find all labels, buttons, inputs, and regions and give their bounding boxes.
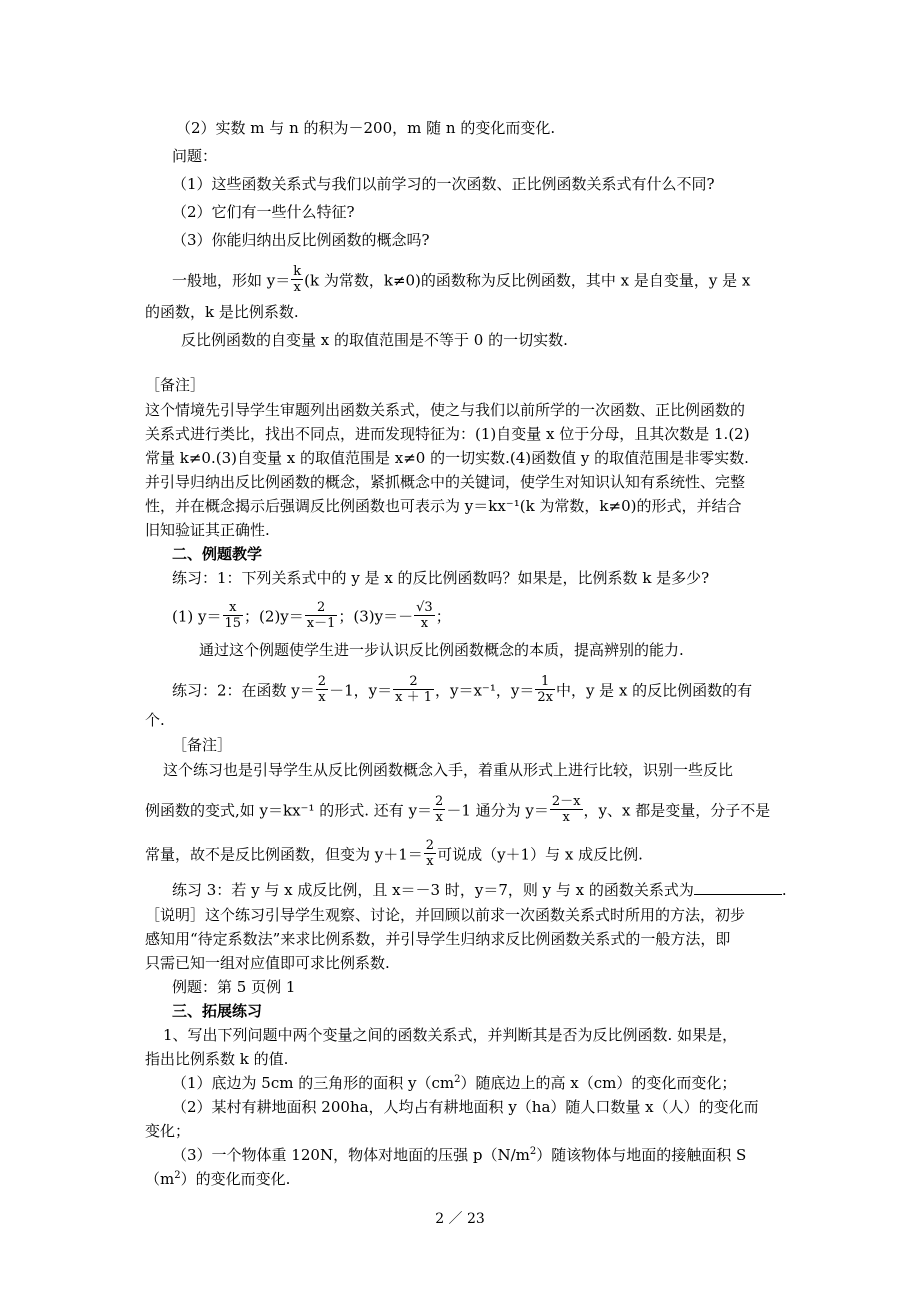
fraction [414,600,435,631]
text-run: 练习 3：若 y 与 x 成反比例，且 x＝－3 时，y＝7，则 y 与 x 的函数关系式为 [172,881,694,899]
text-run: ，y、x 都是变量，分子不是 [583,801,771,820]
text-run: 常量，故不是反比例函数，但变为 y＋1＝ [145,845,423,864]
fraction-denominator: x－1 [306,616,336,631]
text-run: 中，y 是 x 的反比例函数的有 [555,681,753,700]
fraction-numerator: √3 [416,600,433,615]
text-line: （1）这些函数关系式与我们以前学习的一次函数、正比例函数关系式有什么不同? [172,175,715,193]
fraction [316,674,328,705]
text-line: 变化； [145,1122,191,1140]
text-run: ；(3)y＝－ [338,607,414,626]
fraction-denominator: x [426,854,434,869]
text-line: 这个情境先引导学生审题列出函数关系式，使之与我们以前所学的一次函数、正比例函数的 [145,401,746,419]
text-run: 练习：2：在函数 y＝ [172,681,315,700]
fraction-denominator: 2x [537,690,553,705]
text-line [172,1145,746,1165]
text-line: 旧知验证其正确性. [145,521,270,539]
text-run: －1 通分为 y＝ [446,801,549,820]
text-line: 例题：第 5 页例 1 [172,978,296,996]
exercise-line [172,880,787,900]
fraction-denominator: x [293,280,301,295]
text-line: （3）你能归纳出反比例函数的概念吗? [172,231,430,249]
formula-line [145,796,770,827]
text-run: ）的变化而变化. [180,1170,291,1188]
text-line: 反比例函数的自变量 x 的取值范围是不等于 0 的一切实数. [181,331,568,349]
text-run: (1) y＝ [172,607,222,626]
page-number: 2 ／ 23 [435,1211,485,1227]
fraction-numerator: 2 [393,674,434,690]
text-line: 问题： [172,147,218,165]
text-run: 可说成（y＋1）与 x 成反比例. [437,845,643,864]
fraction-numerator: k [293,264,302,279]
superscript: 2 [174,1170,181,1181]
text-run: 一般地，形如 y＝ [172,271,291,290]
text-line [172,1073,736,1093]
fraction-numerator: 1 [535,674,555,690]
text-line: 并引导归纳出反比例函数的概念，紧抓概念中的关键词，使学生对知识认知有系统性、完整 [145,473,746,491]
text-line: 这个练习也是引导学生从反比例函数概念入手，着重从形式上进行比较，识别一些反比 [163,761,734,779]
fraction [291,264,303,295]
section-heading: 二、例题教学 [172,545,263,563]
text-run: ）随底边上的高 x（cm）的变化而变化； [460,1074,737,1092]
text-line [145,1169,290,1189]
fraction [535,674,555,705]
section-heading: 三、拓展练习 [172,1002,263,1020]
text-line: 通过这个例题使学生进一步认识反比例函数概念的本质，提高辨别的能力. [199,641,684,659]
fraction [424,838,436,869]
fraction-numerator: 2 [425,838,435,853]
fraction-denominator: x [435,810,443,825]
text-line: 1、写出下列问题中两个变量之间的函数关系式，并判断其是否为反比例函数. 如果是， [163,1026,738,1044]
text-run: ；(2)y＝ [244,607,304,626]
formula-line [145,840,643,871]
fraction-numerator: 2 [317,674,327,689]
text-line: ［说明］这个练习引导学生观察、讨论，并回顾以前求一次函数关系式时所用的方法，初步 [145,906,746,924]
definition-line [172,266,750,297]
fraction [433,794,445,825]
text-run: －1，y＝ [329,681,393,700]
formula-line [172,676,752,707]
superscript: 2 [454,1074,461,1085]
text-line: 感知用“待定系数法”来求比例系数，并引导学生归纳求反比例函数关系式的一般方法，即 [145,930,731,948]
fraction-denominator: 15 [224,616,242,631]
text-line: 关系式进行类比，找出不同点，进而发现特征为：(1)自变量 x 位于分母，且其次数是 1.(2) [145,425,750,443]
answer-blank [694,880,782,895]
fraction-numerator: 2 [435,794,444,809]
text-line: 常量 k≠0.(3)自变量 x 的取值范围是 x≠0 的一切实数.(4)函数值 y 的取值范围是非零实数. [145,449,749,467]
text-run: 例函数的变式,如 y＝kx⁻¹ 的形式. 还有 y＝ [145,801,433,820]
text-line: 练习：1：下列关系式中的 y 是 x 的反比例函数吗？如果是，比例系数 k 是多少? [172,569,710,587]
fraction-numerator: x [223,600,244,616]
text-run: （1）底边为 5cm 的三角形的面积 y（cm [172,1074,455,1092]
text-run: （3）一个物体重 120N，物体对地面的压强 p（N/m [172,1146,530,1164]
text-line: 个. [145,711,165,729]
fraction-denominator: x ＋ 1 [395,690,432,705]
text-run: (k 为常数，k≠0)的函数称为反比例函数，其中 x 是自变量，y 是 x [304,271,751,290]
superscript: 2 [529,1146,537,1157]
text-line: （2）某村有耕地面积 200ha，人均占有耕地面积 y（ha）随人口数量 x（人）的变化而 [172,1098,759,1116]
fraction [223,600,244,631]
fraction [550,794,583,825]
formula-line [172,602,451,633]
fraction-denominator: x [562,810,570,825]
fraction [393,674,434,705]
text-run: ，y＝x⁻¹，y＝ [434,681,535,700]
fraction-numerator: 2－x [551,794,581,809]
text-run: （m [145,1170,175,1188]
text-run: ）随该物体与地面的接触面积 S [536,1146,747,1164]
fraction-denominator: x [420,616,429,631]
fraction-denominator: x [318,690,326,705]
text-line: （2）实数 m 与 n 的积为－200，m 随 n 的变化而变化. [176,119,556,137]
text-line: （2）它们有一些什么特征? [172,203,355,221]
text-run: . [781,881,787,899]
text-run: ； [435,607,451,626]
remark-heading: ［备注］ [172,736,233,754]
fraction [305,600,338,631]
text-line: 的函数，k 是比例系数. [145,303,299,321]
remark-heading: ［备注］ [145,376,206,394]
text-line: 性，并在概念揭示后强调反比例函数也可表示为 y＝kx⁻¹(k 为常数，k≠0)的形式，并结合 [145,497,742,515]
fraction-numerator: 2 [305,600,338,616]
text-line: 只需已知一组对应值即可求比例系数. [145,954,390,972]
text-line: 指出比例系数 k 的值. [145,1050,289,1068]
